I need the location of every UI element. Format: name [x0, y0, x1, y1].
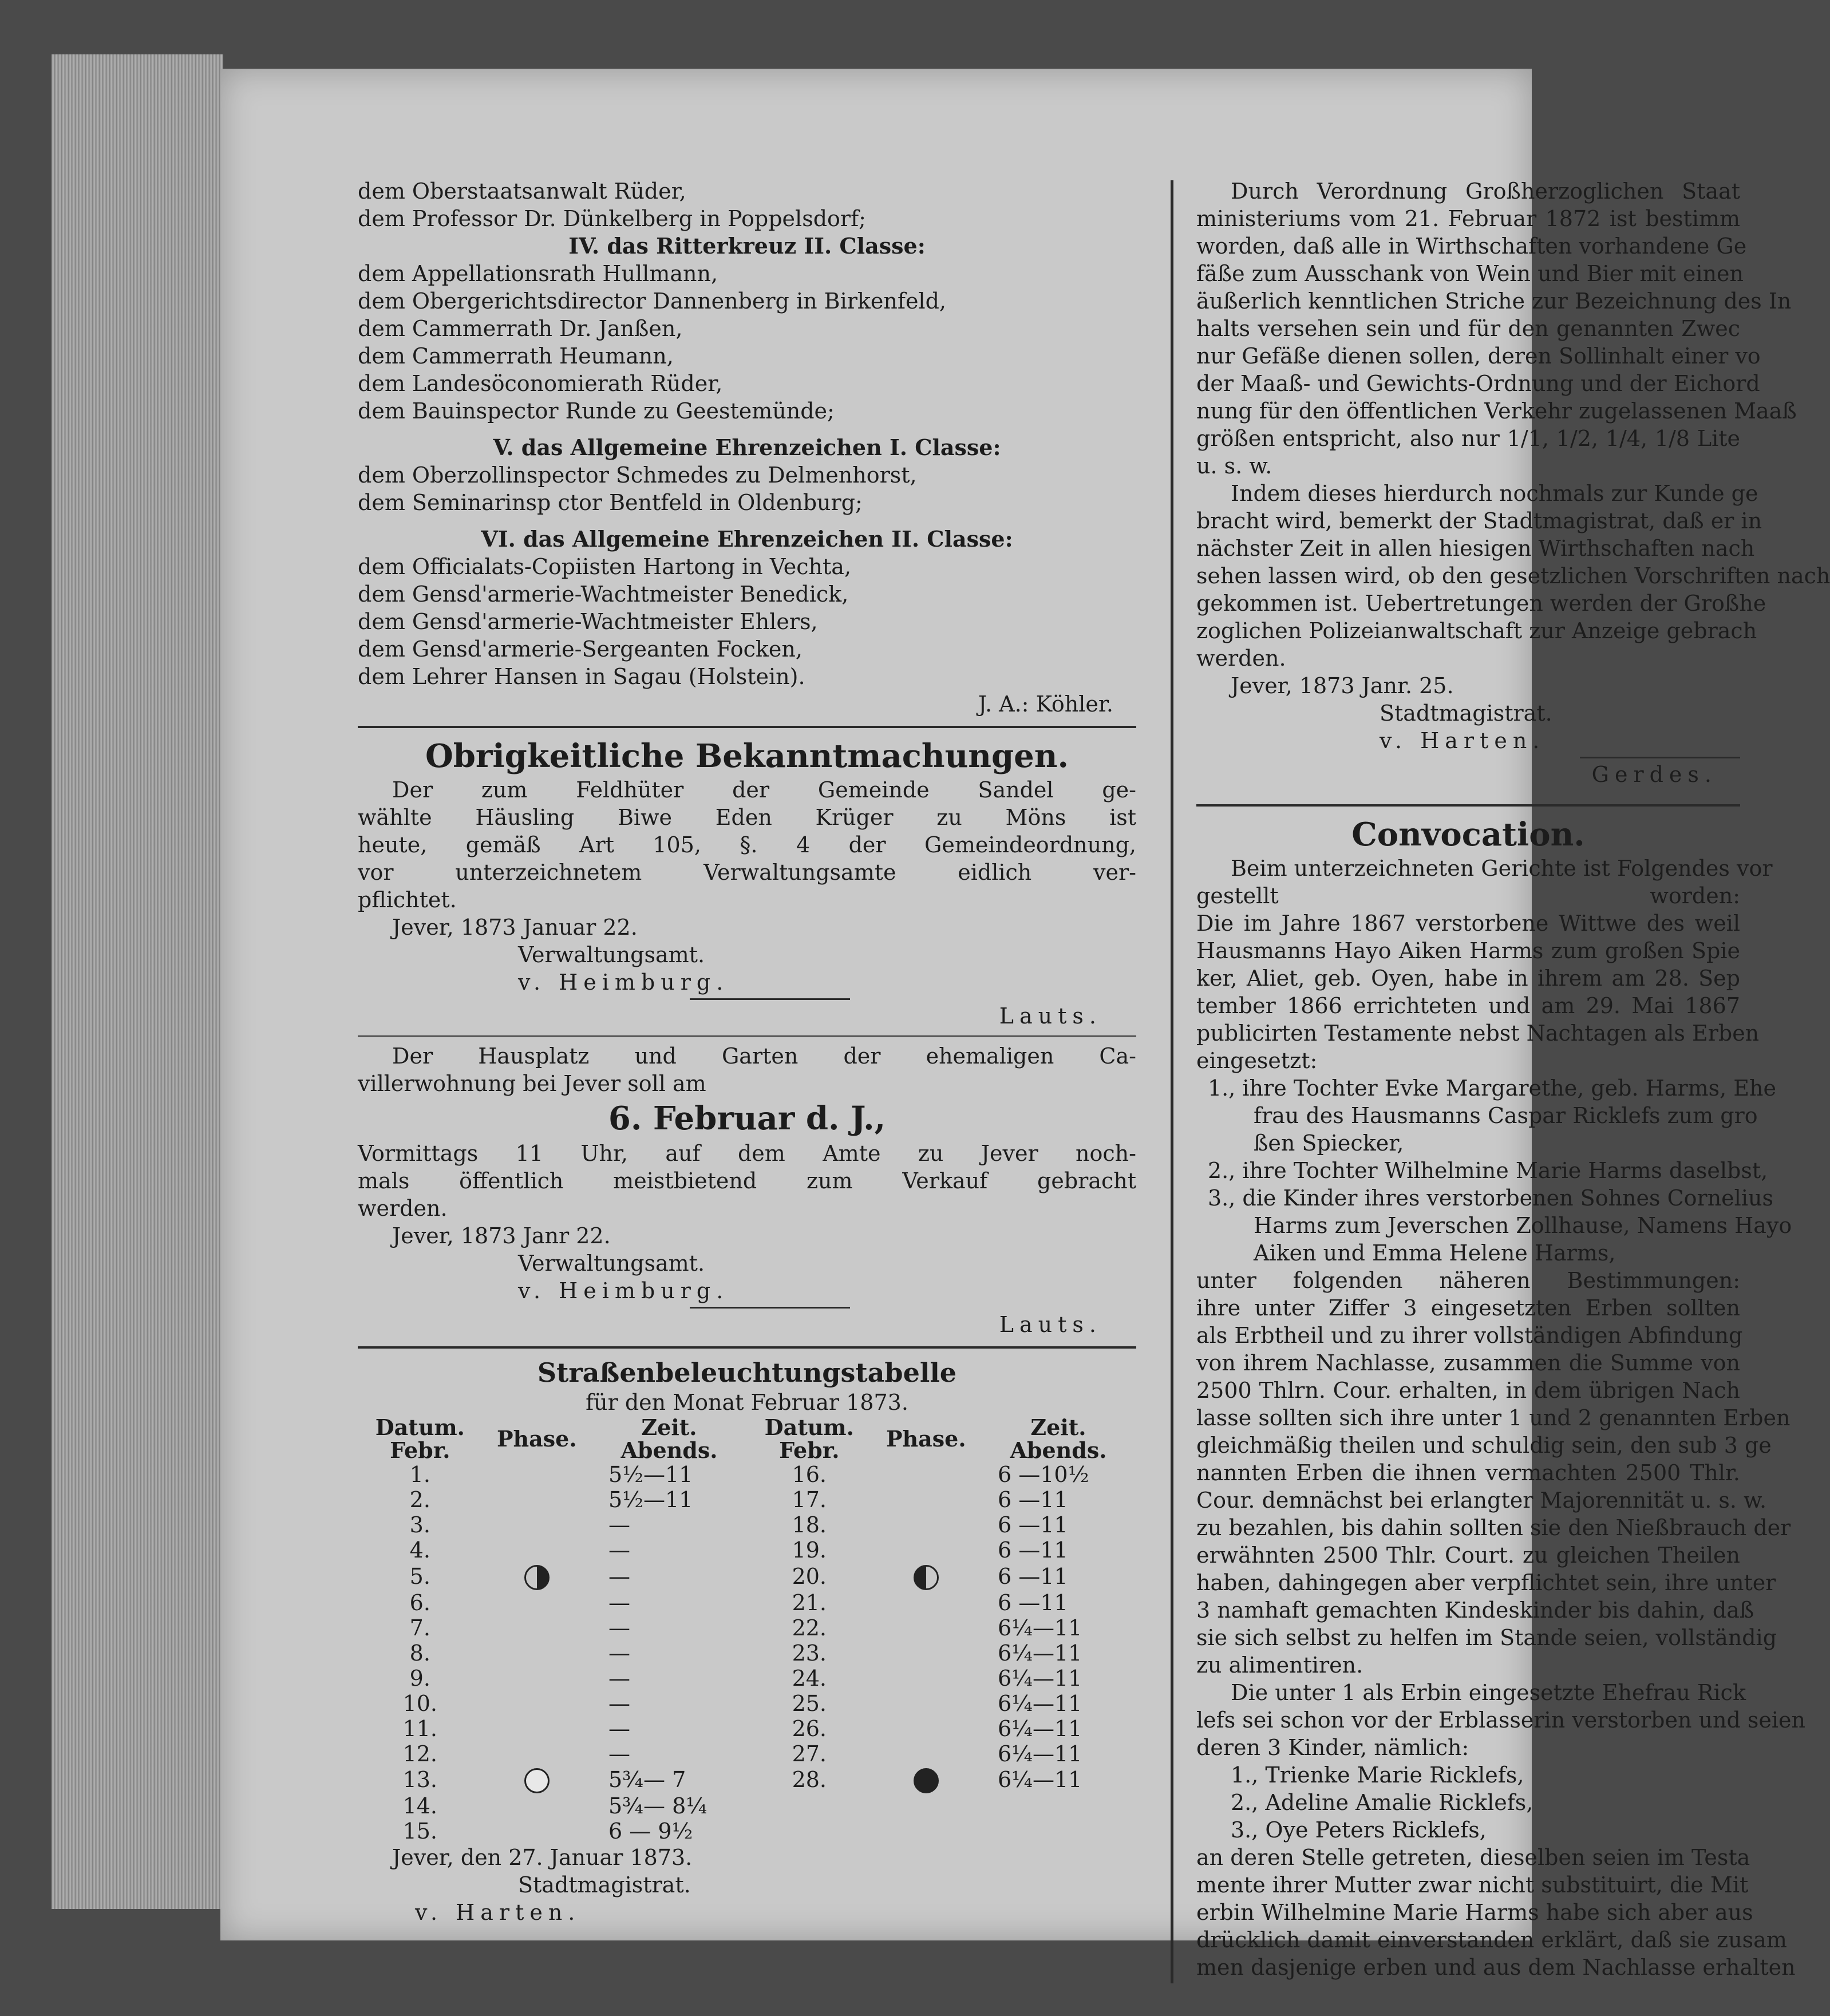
moon-last-quarter-icon [914, 1565, 939, 1590]
notice-divider [358, 1035, 1136, 1037]
notice2-date: Jever, 1873 Janr 22. [392, 1223, 611, 1248]
day-cell: 15. [402, 1819, 438, 1844]
heir-line: Harms zum Jeverschen Zollhause, Namens Hayo [1254, 1213, 1792, 1238]
honor-recipient: dem Lehrer Hansen in Sagau (Holstein). [358, 664, 805, 689]
notice-line: Vormittags 11 Uhr, auf dem Amte zu Jever noch- [358, 1141, 1136, 1166]
convocation-line: deren 3 Kinder, nämlich: [1196, 1735, 1469, 1760]
time-cell: 6 —11 [997, 1487, 1068, 1512]
signature-underline [690, 998, 850, 1000]
table-row [358, 1766, 1136, 1794]
convocation-line: tember 1866 errichteten und am 29. Mai 1867 [1196, 993, 1740, 1018]
section-divider [1196, 804, 1740, 807]
section-divider [358, 1346, 1136, 1349]
day-cell: 6. [409, 1590, 430, 1615]
notice-line: werden. [358, 1196, 448, 1221]
day-cell: 11. [402, 1715, 438, 1741]
notice-line: mals öffentlich meistbietend zum Verkauf gebracht [358, 1168, 1136, 1193]
honor-recipient: dem Landesöconomierath Rüder, [358, 371, 723, 396]
phase-cell [872, 1512, 981, 1537]
notice-line: der Maaß- und Gewichts-Ordnung und der Eichord [1196, 371, 1760, 396]
notice2-office: Verwaltungsamt. [518, 1251, 705, 1276]
convocation-line: erbin Wilhelmine Marie Harms habe sich aber aus [1196, 1900, 1753, 1925]
notice-line: vor unterzeichnetem Verwaltungsamte eidlich ver- [358, 860, 1136, 885]
day-cell: 1. [409, 1462, 430, 1487]
col-header-phase-2: Phase. [886, 1426, 966, 1452]
phase-cell [483, 1615, 591, 1641]
section-divider [358, 726, 1136, 728]
phase-cell [483, 1563, 591, 1590]
time-cell: 5½—11 [608, 1462, 693, 1487]
signature-koehler: J. A.: Köhler. [978, 691, 1113, 717]
table-row [358, 1590, 1136, 1615]
notice-line: worden, daß alle in Wirthschaften vorhandene Ge [1196, 234, 1747, 259]
convocation-line: an deren Stelle getreten, dieselben seien im Testa [1196, 1845, 1750, 1870]
time-cell: 6 —11 [997, 1512, 1068, 1537]
honor-recipient: dem Gensd'armerie-Sergeanten Focken, [358, 637, 803, 662]
convocation-line: 3 namhaft gemachten Kindeskinder bis dahin, daß [1196, 1598, 1754, 1623]
class6-heading: VI. das Allgemeine Ehrenzeichen II. Classe: [481, 526, 1013, 552]
convocation-line: als Erbtheil und zu ihrer vollständigen Abfindung [1196, 1323, 1743, 1348]
time-cell: — [608, 1512, 630, 1537]
convocation-intro [1196, 855, 1773, 1074]
phase-cell [872, 1563, 981, 1590]
convocation-terms [1196, 1267, 1791, 1679]
verordnung-notice [1196, 177, 1797, 480]
table-row [358, 1615, 1136, 1641]
table-office: Stadtmagistrat. [518, 1872, 691, 1898]
honor-recipient: dem Oberstaatsanwalt Rüder, [358, 179, 686, 204]
table-row [358, 1563, 1136, 1590]
honors-list-top [358, 177, 1136, 232]
notice1-signature: v. Heimburg. [518, 970, 729, 995]
notice-feldhueter [358, 776, 1136, 914]
day-cell: 4. [409, 1537, 430, 1563]
convocation-line: von ihrem Nachlasse, zusammen die Summe von [1196, 1350, 1740, 1375]
day-cell: 18. [792, 1512, 827, 1537]
right-column [1196, 177, 1830, 1981]
notice-line: zoglichen Polizeianwaltschaft zur Anzeige gebrach [1196, 618, 1757, 643]
honor-recipient: dem Bauinspector Runde zu Geestemünde; [358, 398, 835, 424]
moon-first-quarter-icon [524, 1565, 550, 1590]
table-row [358, 1537, 1136, 1563]
notice2-clerk: Lauts. [999, 1312, 1102, 1337]
phase-cell [872, 1641, 981, 1666]
heir-line: 3., die Kinder ihres verstorbenen Sohnes Cornelius [1208, 1185, 1773, 1211]
heir-line: 1., ihre Tochter Evke Margarethe, geb. Harms, Ehe [1208, 1076, 1777, 1101]
time-cell: 6¼—11 [997, 1741, 1082, 1766]
child-line: 1., Trienke Marie Ricklefs, [1231, 1762, 1524, 1788]
phase-cell [872, 1716, 981, 1741]
day-cell: 12. [402, 1741, 438, 1766]
time-cell: 6¼—11 [997, 1715, 1082, 1741]
phase-cell [483, 1716, 591, 1741]
notice-line: nächster Zeit in allen hiesigen Wirthschaften nach [1196, 536, 1755, 561]
time-cell: 5¾— 7 [608, 1767, 686, 1793]
honor-recipient: dem Obergerichtsdirector Dannenberg in Birkenfeld, [358, 288, 946, 314]
col-header-zeit: Zeit. [641, 1414, 697, 1440]
col-header-datum-2: Datum. [764, 1414, 854, 1440]
time-cell: 5¾— 8¼ [608, 1793, 708, 1819]
time-cell: 6 —10½ [997, 1462, 1089, 1487]
notice-line: größen entspricht, also nur 1/1, 1/2, 1/4, 1/8 Lite [1196, 426, 1740, 451]
col-header-abends: Abends. [620, 1437, 718, 1463]
col-header-febr: Febr. [390, 1437, 450, 1463]
convocation-line: Beim unterzeichneten Gerichte ist Folgendes vor [1231, 856, 1773, 881]
notice-line: wählte Häusling Biwe Eden Krüger zu Möns ist [358, 805, 1136, 830]
honor-recipient: dem Officialats-Copiisten Hartong in Vechta, [358, 554, 852, 579]
notice-line: sehen lassen wird, ob den gesetzlichen Vorschriften nach [1196, 563, 1830, 588]
honor-recipient: dem Gensd'armerie-Wachtmeister Ehlers, [358, 609, 818, 634]
notice-line: Indem dieses hierdurch nochmals zur Kunde ge [1231, 481, 1758, 506]
convocation-line: ker, Aliet, geb. Oyen, habe in ihrem am 28. Sep [1196, 966, 1740, 991]
day-cell: 8. [409, 1640, 430, 1666]
col-header-phase: Phase. [496, 1426, 577, 1452]
time-cell: — [608, 1665, 630, 1691]
book-page-edges [52, 54, 223, 1909]
time-cell: 6 —11 [997, 1590, 1068, 1615]
phase-cell [483, 1819, 591, 1844]
convocation-line: publicirten Testamente nebst Nachtagen als Erben [1196, 1021, 1760, 1046]
notice-line: fäße zum Ausschank von Wein und Bier mit einen [1196, 261, 1744, 286]
moon-full-quarter-icon [524, 1768, 550, 1793]
notice-line: werden. [1196, 646, 1286, 671]
intro-signature: v. Harten. [1380, 728, 1546, 753]
convocation-line: men dasjenige erben und aus dem Nachlasse erhalten [1196, 1955, 1796, 1980]
time-cell [981, 1819, 1136, 1844]
table-row [358, 1793, 1136, 1819]
table-row [358, 1487, 1136, 1512]
notice-line: bracht wird, bemerkt der Stadtmagistrat, daß er in [1196, 508, 1762, 533]
col-header-febr-2: Febr. [779, 1437, 840, 1463]
day-cell: 26. [792, 1715, 827, 1741]
day-cell: 5. [409, 1563, 430, 1589]
col-header-abends-2: Abends. [1010, 1437, 1107, 1463]
phase-cell [872, 1741, 981, 1766]
honor-recipient: dem Cammerrath Dr. Janßen, [358, 316, 683, 341]
heir-line: Aiken und Emma Helene Harms, [1254, 1240, 1616, 1266]
column-rule [1171, 180, 1173, 1983]
convocation-end [1196, 1844, 1796, 1981]
day-cell: 20. [792, 1563, 827, 1589]
notice-line: pflichtet. [358, 887, 457, 912]
day-cell: 14. [402, 1793, 438, 1819]
time-cell: 6 —11 [997, 1537, 1068, 1563]
day-cell: 23. [792, 1640, 827, 1666]
convocation-line: Die im Jahre 1867 verstorbene Wittwe des weil [1196, 911, 1740, 936]
newspaper-page [220, 69, 1830, 1980]
time-cell: — [608, 1715, 630, 1741]
phase-cell [483, 1793, 591, 1819]
day-cell: 24. [792, 1665, 827, 1691]
time-cell: — [608, 1615, 630, 1641]
convocation-line: haben, dahingegen aber verpflichtet sein, ihre unter [1196, 1570, 1776, 1595]
notice-line: villerwohnung bei Jever soll am [358, 1071, 706, 1096]
table-signature: v. Harten. [415, 1900, 581, 1925]
class5-list [358, 461, 1136, 516]
phase-cell [483, 1462, 591, 1487]
moon-new-quarter-icon [914, 1768, 939, 1793]
notice2-signature: v. Heimburg. [518, 1278, 729, 1303]
intro-clerk: Gerdes. [1591, 762, 1717, 787]
notice-line: nur Gefäße dienen sollen, deren Sollinhalt einer vo [1196, 343, 1761, 369]
child-line: 3., Oye Peters Ricklefs, [1231, 1817, 1487, 1843]
honor-recipient: dem Cammerrath Heumann, [358, 343, 674, 369]
auction-date: 6. Februar d. J., [608, 1100, 886, 1137]
day-cell: 10. [402, 1690, 438, 1716]
notice-line: Durch Verordnung Großherzoglichen Staat [1231, 179, 1740, 204]
heir-line: ßen Spiecker, [1254, 1130, 1404, 1156]
day-cell: 28. [792, 1767, 827, 1793]
class6-list [358, 553, 1136, 690]
table-row [358, 1512, 1136, 1537]
phase-cell [872, 1462, 981, 1487]
notice-line: heute, gemäß Art 105, §. 4 der Gemeindeordnung, [358, 832, 1136, 857]
phase-cell [872, 1590, 981, 1615]
signature-underline [690, 1307, 850, 1309]
time-cell: 6¼—11 [997, 1640, 1082, 1666]
day-cell: 9. [409, 1665, 430, 1691]
notice-line: Der zum Feldhüter der Gemeinde Sandel ge- [392, 777, 1136, 803]
convocation-line: ihre unter Ziffer 3 eingesetzten Erben sollten [1196, 1295, 1740, 1321]
time-cell: — [608, 1537, 630, 1563]
time-cell: 6 — 9½ [608, 1819, 693, 1844]
phase-cell [483, 1691, 591, 1716]
day-cell: 7. [409, 1615, 430, 1641]
phase-cell [872, 1487, 981, 1512]
class5-heading: V. das Allgemeine Ehrenzeichen I. Classe: [493, 434, 1001, 460]
time-cell: 6 —11 [997, 1563, 1068, 1589]
table-row [358, 1741, 1136, 1766]
phase-cell [872, 1615, 981, 1641]
phase-cell [872, 1691, 981, 1716]
verordnung-notice-cont [1196, 480, 1830, 672]
time-cell: 5½—11 [608, 1487, 693, 1512]
phase-cell [872, 1666, 981, 1691]
time-cell: — [608, 1563, 630, 1589]
phase-cell [872, 1766, 981, 1794]
honor-recipient: dem Oberzollinspector Schmedes zu Delmenhorst, [358, 463, 917, 488]
day-cell: 27. [792, 1741, 827, 1766]
notice-line: ministeriums vom 21. Februar 1872 ist bestimm [1196, 206, 1740, 231]
time-cell: 6¼—11 [997, 1690, 1082, 1716]
notice1-office: Verwaltungsamt. [518, 942, 705, 967]
phase-cell [483, 1590, 591, 1615]
day-cell: 2. [409, 1487, 430, 1512]
table-row [358, 1691, 1136, 1716]
convocation-line: zu bezahlen, bis dahin sollten sie den Nießbrauch der [1196, 1515, 1791, 1540]
notice-line: nung für den öffentlichen Verkehr zugelassenen Maaß [1196, 398, 1797, 424]
convocation-line: unter folgenden näheren Bestimmungen: [1196, 1268, 1740, 1293]
day-cell: 17. [792, 1487, 827, 1512]
heir-line: frau des Hausmanns Caspar Ricklefs zum gro [1254, 1103, 1758, 1128]
convocation-line: Hausmanns Hayo Aiken Harms zum großen Spie [1196, 938, 1740, 963]
lighting-table [358, 1416, 1136, 1844]
notice-line: Der Hausplatz und Garten der ehemaligen Ca- [392, 1043, 1136, 1069]
phase-cell [483, 1666, 591, 1691]
phase-cell [483, 1512, 591, 1537]
table-row [358, 1716, 1136, 1741]
honor-recipient: dem Appellationsrath Hullmann, [358, 261, 718, 286]
notice-line: gekommen ist. Uebertretungen werden der Großhe [1196, 591, 1766, 616]
heirs-list [1196, 1074, 1792, 1267]
notice-hausplatz [358, 1042, 1136, 1097]
notice-hausplatz-cont [358, 1140, 1136, 1222]
notice1-date: Jever, 1873 Januar 22. [392, 915, 638, 940]
notice-line: u. s. w. [1196, 453, 1272, 479]
convocation-line: Cour. demnächst bei erlangter Majorennität u. s. w. [1196, 1488, 1767, 1513]
left-column [358, 177, 1136, 1926]
convocation-terms-cont [1196, 1679, 1805, 1761]
class4-heading: IV. das Ritterkreuz II. Classe: [568, 233, 926, 259]
day-cell [747, 1819, 872, 1844]
honor-recipient: dem Professor Dr. Dünkelberg in Poppelsdorf; [358, 206, 866, 231]
phase-cell [872, 1793, 981, 1819]
convocation-line: zu alimentiren. [1196, 1653, 1363, 1678]
table-row [358, 1641, 1136, 1666]
time-cell: — [608, 1690, 630, 1716]
class4-list [358, 260, 1136, 425]
lighting-table-subtitle: für den Monat Februar 1873. [586, 1390, 908, 1415]
time-cell: — [608, 1640, 630, 1666]
day-cell: 25. [792, 1690, 827, 1716]
notice1-clerk: Lauts. [999, 1003, 1102, 1029]
time-cell: 6¼—11 [997, 1767, 1082, 1793]
time-cell [981, 1793, 1136, 1819]
day-cell: 16. [792, 1462, 827, 1487]
convocation-title: Convocation. [1351, 816, 1585, 853]
day-cell [747, 1793, 872, 1819]
table-row [358, 1819, 1136, 1844]
time-cell: 6¼—11 [997, 1615, 1082, 1641]
convocation-line: Die unter 1 als Erbin eingesetzte Ehefrau Rick [1231, 1680, 1746, 1705]
signature-underline [1580, 757, 1740, 758]
day-cell: 22. [792, 1615, 827, 1641]
phase-cell [483, 1537, 591, 1563]
time-cell: — [608, 1590, 630, 1615]
phase-cell [872, 1537, 981, 1563]
notice-line: halts versehen sein und für den genannten Zwec [1196, 316, 1740, 341]
time-cell: 6¼—11 [997, 1665, 1082, 1691]
notice-line: äußerlich kenntlichen Striche zur Bezeichnung des In [1196, 288, 1792, 314]
convocation-line: mente ihrer Mutter zwar nicht substituirt, die Mit [1196, 1872, 1749, 1898]
honor-recipient: dem Gensd'armerie-Wachtmeister Benedick, [358, 582, 849, 607]
col-header-datum: Datum. [375, 1414, 465, 1440]
day-cell: 3. [409, 1512, 430, 1537]
child-line: 2., Adeline Amalie Ricklefs, [1231, 1790, 1533, 1815]
intro-office: Stadtmagistrat. [1380, 701, 1552, 726]
convocation-line: sie sich selbst zu helfen im Stande seien, vollständig [1196, 1625, 1777, 1650]
honor-recipient: dem Seminarinsp ctor Bentfeld in Oldenburg; [358, 490, 863, 515]
convocation-line: drücklich damit einverstanden erklärt, daß sie zusam [1196, 1927, 1787, 1952]
day-cell: 19. [792, 1537, 827, 1563]
convocation-line: erwähnten 2500 Thlr. Court. zu gleichen Theilen [1196, 1543, 1740, 1568]
official-notices-title: Obrigkeitliche Bekanntmachungen. [425, 737, 1069, 775]
col-header-zeit-2: Zeit. [1030, 1414, 1086, 1440]
phase-cell [483, 1766, 591, 1794]
convocation-line: 2500 Thlrn. Cour. erhalten, in dem übrigen Nach [1196, 1378, 1740, 1403]
lighting-table-title: Straßenbeleuchtungstabelle [537, 1357, 957, 1388]
heir-line: 2., ihre Tochter Wilhelmine Marie Harms daselbst, [1208, 1158, 1768, 1183]
table-row [358, 1462, 1136, 1487]
phase-cell [483, 1641, 591, 1666]
convocation-line: nannten Erben die ihnen vermachten 2500 Thlr. [1196, 1460, 1740, 1485]
convocation-line: lefs sei schon vor der Erblasserin verstorben und seien [1196, 1707, 1805, 1733]
phase-cell [872, 1819, 981, 1844]
day-cell: 21. [792, 1590, 827, 1615]
convocation-line: eingesetzt: [1196, 1048, 1318, 1073]
convocation-line: gestellt worden: [1196, 883, 1740, 908]
time-cell: — [608, 1741, 630, 1766]
convocation-line: gleichmäßig theilen und schuldig sein, den sub 3 ge [1196, 1433, 1772, 1458]
day-cell: 13. [402, 1767, 438, 1793]
intro-date: Jever, 1873 Janr. 25. [1231, 673, 1454, 698]
table-row [358, 1666, 1136, 1691]
phase-cell [483, 1741, 591, 1766]
phase-cell [483, 1487, 591, 1512]
convocation-line: lasse sollten sich ihre unter 1 und 2 genannten Erben [1196, 1405, 1791, 1430]
children-list [1196, 1761, 1740, 1844]
table-date: Jever, den 27. Januar 1873. [392, 1845, 693, 1870]
